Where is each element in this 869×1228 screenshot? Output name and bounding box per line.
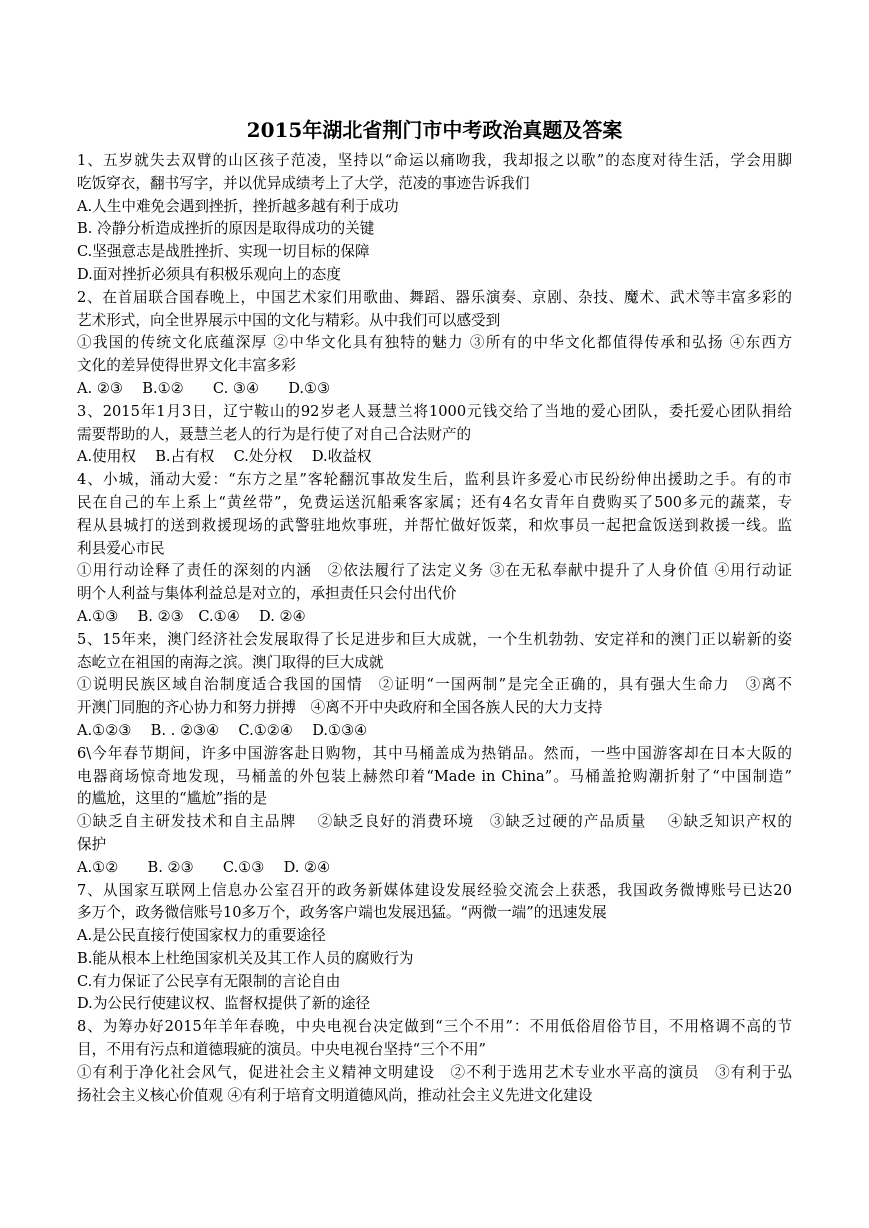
- text-line: A.①② B. ②③ C.①③ D. ②④: [77, 858, 331, 876]
- text-line: ①缺乏自主研发技术和自主品牌 ②缺乏良好的消费环境 ③缺乏过硬的产品质量 ④缺乏知识产权的: [77, 813, 792, 831]
- text-line: 的尴尬，这里的“尴尬”指的是: [77, 790, 268, 808]
- text-line: B.能从根本上杜绝国家机关及其工作人员的腐败行为: [77, 949, 414, 967]
- text-line: 扬社会主义核心价值观 ④有利于培育文明道德风尚，推动社会主义先进文化建设: [77, 1086, 593, 1104]
- text-line: 态屹立在祖国的南海之滨。澳门取得的巨大成就: [77, 653, 384, 671]
- text-line: A.使用权 B.占有权 C.处分权 D.收益权: [77, 448, 372, 466]
- text-line: 开澳门同胞的齐心协力和努力拼搏 ④离不开中央政府和全国各族人民的大力支持: [77, 699, 603, 717]
- text-line: 艺术形式，向全世界展示中国的文化与精彩。从中我们可以感受到: [77, 311, 501, 329]
- text-line: ①有利于净化社会风气，促进社会主义精神文明建设 ②不利于选用艺术专业水平高的演员 ③有利于弘: [77, 1063, 792, 1081]
- text-line: 程从县城打的送到救援现场的武警驻地炊事班，并帮忙做好饭菜，和炊事员一起把盒饭送到救援一线。监: [77, 516, 792, 534]
- text-line: 明个人利益与集体利益总是对立的，承担责任只会付出代价: [77, 585, 457, 603]
- text-line: ①说明民族区域自治制度适合我国的国情 ②证明“一国两制”是完全正确的，具有强大生命力 ③离不: [77, 676, 792, 694]
- text-line: 吃饭穿衣，翻书写字，并以优异成绩考上了大学，范凌的事迹告诉我们: [77, 174, 530, 192]
- text-line: 民在自己的车上系上“黄丝带”，免费运送沉船乘客家属；还有4名女青年自费购买了500多元的蔬菜，专: [77, 493, 792, 511]
- text-line: 电器商场惊奇地发现，马桶盖的外包装上赫然印着“Made in China”。马桶盖抢购潮折射了“中国制造”: [77, 767, 792, 785]
- text-line: 1、五岁就失去双臂的山区孩子范凌，坚持以“命运以痛吻我，我却报之以歌”的态度对待生活，学会用脚: [77, 152, 792, 169]
- text-line: 3、2015年1月3日，辽宁鞍山的92岁老人聂慧兰将1000元钱交给了当地的爱心团队，委托爱心团队捐给: [77, 402, 792, 420]
- text-line: 需要帮助的人，聂慧兰老人的行为是行使了对自己合法财产的: [77, 425, 472, 443]
- text-line: 目，不用有污点和道德瑕疵的演员。中央电视台坚持“三个不用”: [77, 1041, 486, 1059]
- text-line: C.有力保证了公民享有无限制的言论自由: [77, 972, 341, 990]
- question-body: [77, 150, 792, 1107]
- text-line: ①用行动诠释了责任的深刻的内涵 ②依法履行了法定义务 ③在无私奉献中提升了人身价值 ④用行动证: [77, 562, 792, 580]
- text-line: A.①②③ B. . ②③④ C.①②④ D.①③④: [77, 721, 368, 739]
- text-line: A. ②③ B.①② C. ③④ D.①③: [77, 379, 331, 397]
- text-line: D.为公民行使建议权、监督权提供了新的途径: [77, 995, 371, 1013]
- text-line: ①我国的传统文化底蕴深厚 ②中华文化具有独特的魅力 ③所有的中华文化都值得传承和弘扬 ④东西方: [77, 334, 792, 352]
- text-line: 7、从国家互联网上信息办公室召开的政务新媒体建设发展经验交流会上获悉，我国政务微博账号已达20: [77, 881, 792, 899]
- text-line: A.是公民直接行使国家权力的重要途径: [77, 927, 326, 945]
- text-line: C.坚强意志是战胜挫折、实现一切目标的保障: [77, 243, 370, 261]
- text-line: 多万个，政务微信账号10多万个，政务客户端也发展迅猛。“两微一端”的迅速发展: [77, 904, 607, 922]
- text-line: 4、小城，涌动大爱：“东方之星”客轮翻沉事故发生后，监利县许多爱心市民纷纷伸出援助之手。有的市: [77, 471, 792, 489]
- text-line: A.人生中难免会遇到挫折，挫折越多越有利于成功: [77, 197, 399, 215]
- text-line: D.面对挫折必须具有积极乐观向上的态度: [77, 265, 341, 283]
- text-line: 2、在首届联合国春晚上，中国艺术家们用歌曲、舞蹈、器乐演奏、京剧、杂技、魔术、武术等丰富多彩的: [77, 288, 792, 306]
- page-title: 2015年湖北省荆门市中考政治真题及答案: [246, 118, 623, 142]
- text-line: 8、为筹办好2015年羊年春晚，中央电视台决定做到“三个不用”：不用低俗眉俗节目，不用格调不高的节: [77, 1018, 792, 1036]
- text-line: B. 冷静分析造成挫折的原因是取得成功的关键: [77, 220, 375, 238]
- text-line: 6\今年春节期间，许多中国游客赴日购物，其中马桶盖成为热销品。然而，一些中国游客却在日本大阪的: [77, 744, 792, 762]
- text-line: 文化的差异使得世界文化丰富多彩: [77, 357, 296, 375]
- text-line: 5、15年来，澳门经济社会发展取得了长足进步和巨大成就，一个生机勃勃、安定祥和的澳门正以崭新的姿: [77, 630, 792, 648]
- text-line: 利县爱心市民: [77, 539, 165, 557]
- text-line: A.①③ B. ②③ C.①④ D. ②④: [77, 607, 306, 625]
- text-line: 保护: [77, 835, 107, 853]
